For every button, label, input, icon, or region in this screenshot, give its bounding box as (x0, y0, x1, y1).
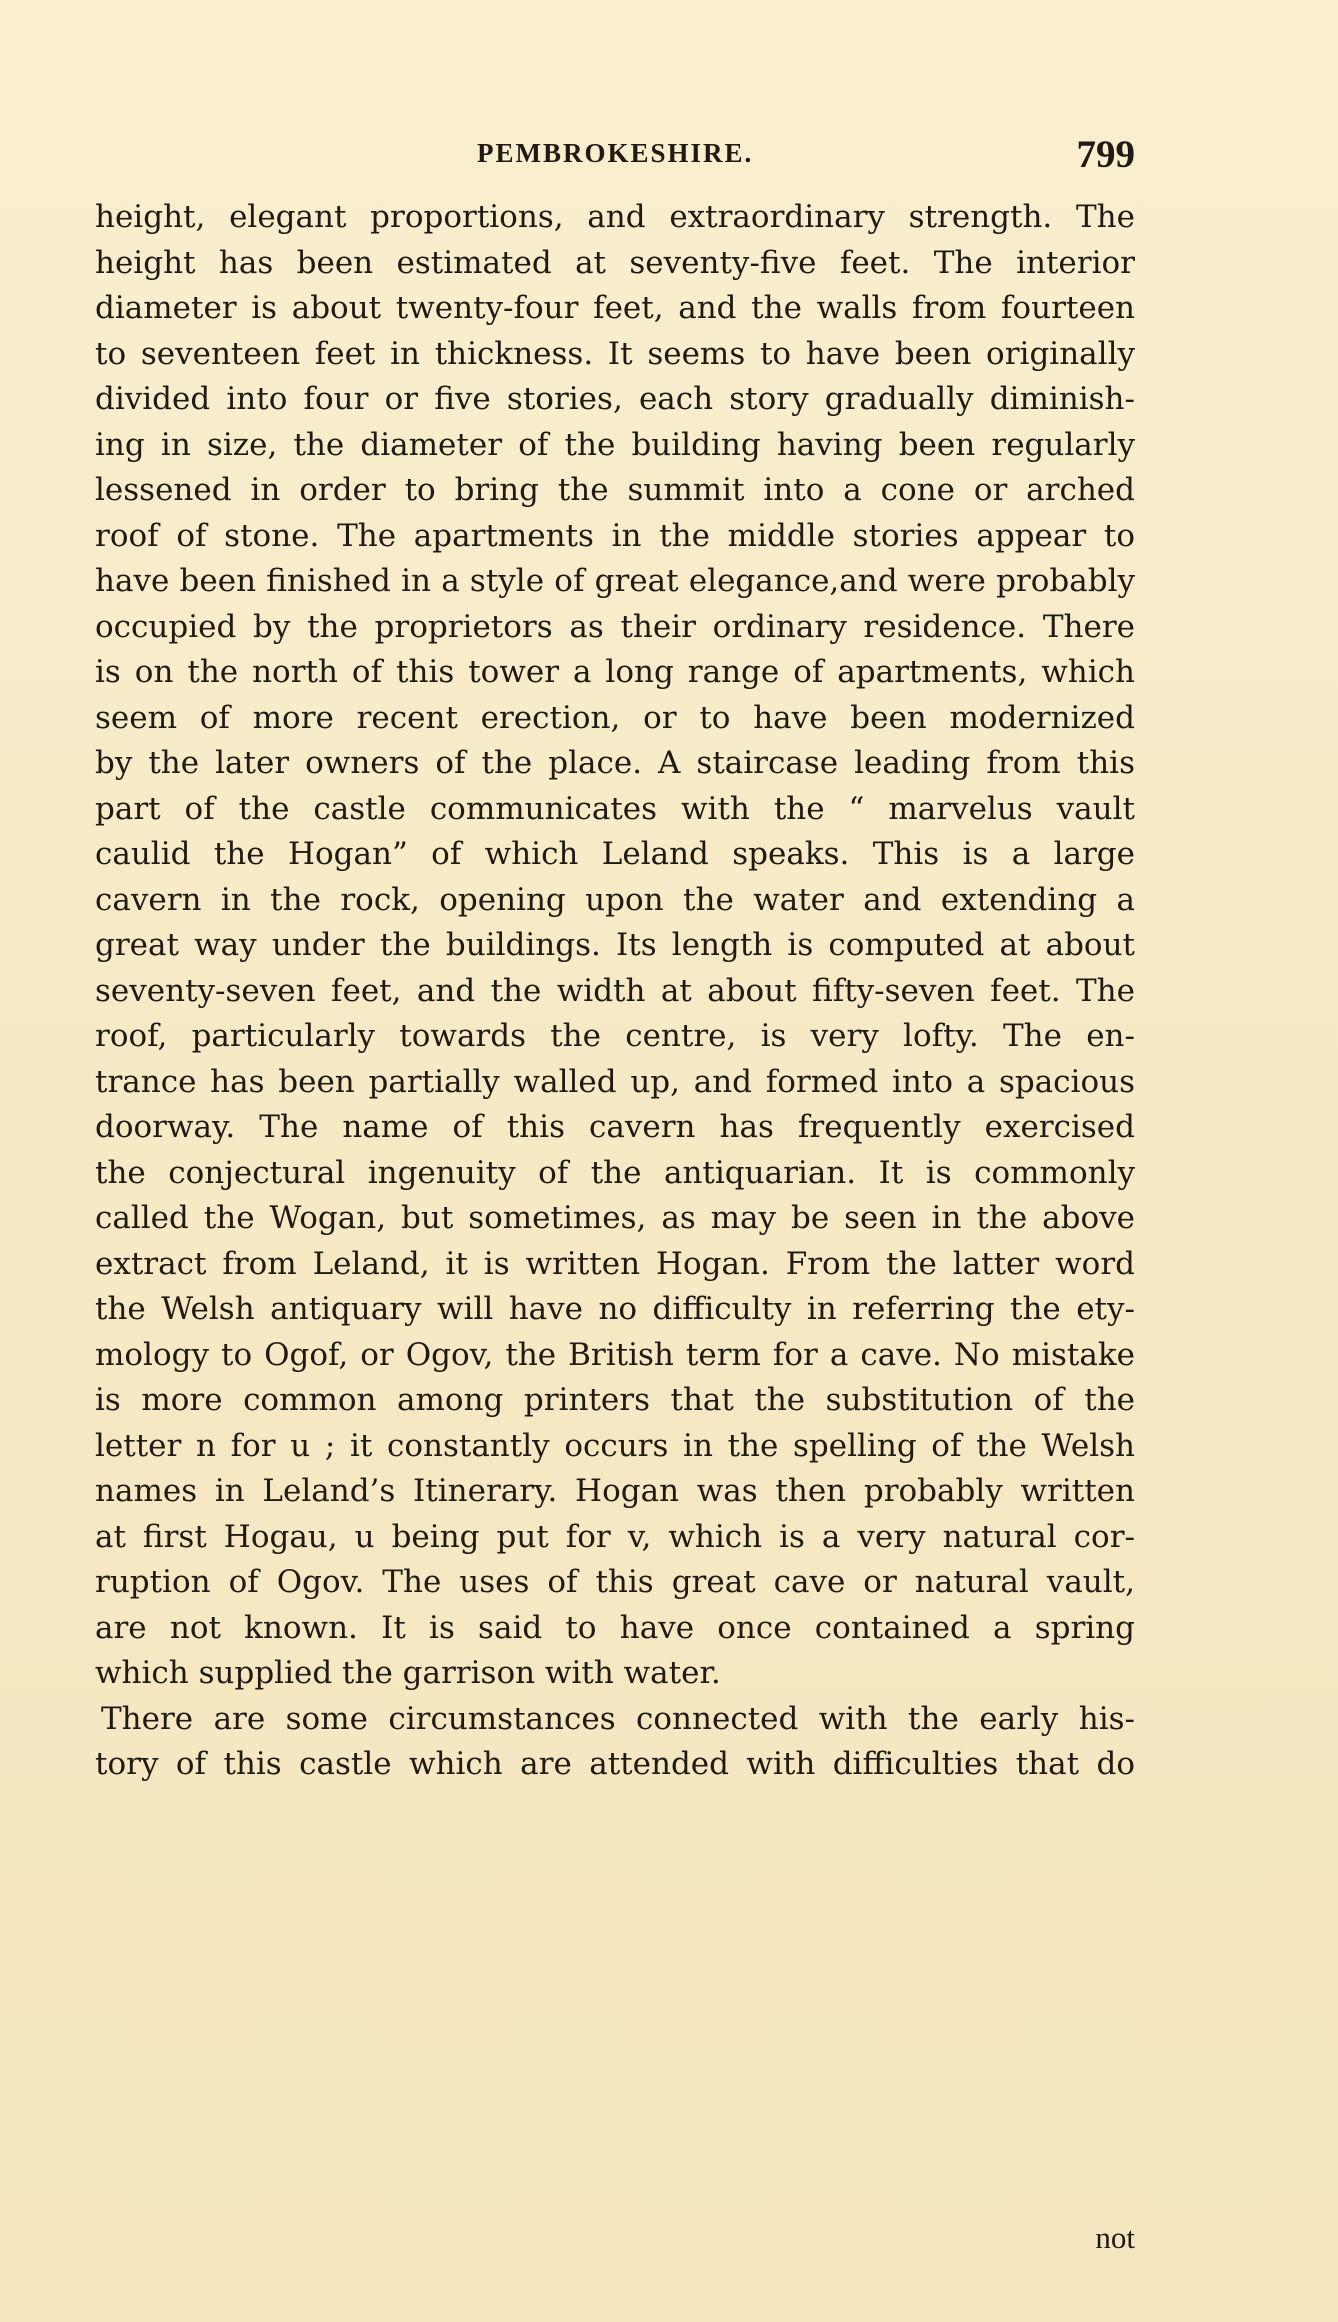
text-line: seventy-seven feet, and the width at about fifty-seven feet. The (95, 972, 1135, 1009)
text-line: which supplied the garrison with water. (95, 1655, 721, 1691)
body-text (95, 195, 1135, 1788)
text-line: tory of this castle which are attended with difficulties that do (95, 1746, 1135, 1782)
text-line: letter n for u ; it constantly occurs in the spelling of the Welsh (95, 1427, 1135, 1464)
text-line: roof, particularly towards the centre, is very lofty. The en- (95, 1018, 1135, 1054)
text-line: at first Hogau, u being put for v, which is a very natural cor- (95, 1518, 1135, 1555)
text-line: have been finished in a style of great elegance,and were probably (95, 563, 1135, 599)
text-line: to seventeen feet in thickness. It seems to have been originally (95, 335, 1135, 372)
text-line: There are some circumstances connected with the early his- (101, 1700, 1135, 1737)
text-line: diameter is about twenty-four feet, and the walls from fourteen (95, 290, 1135, 326)
text-line: height, elegant proportions, and extraordinary strength. The (95, 199, 1135, 235)
text-line: by the later owners of the place. A staircase leading from this (95, 745, 1135, 781)
text-line: part of the castle communicates with the “ marvelus vault (95, 790, 1135, 827)
text-line: doorway. The name of this cavern has frequently exercised (95, 1109, 1135, 1145)
text-line: cavern in the rock, opening upon the water and extending a (95, 881, 1135, 918)
text-line: the conjectural ingenuity of the antiquarian. It is commonly (95, 1154, 1135, 1191)
text-line: mology to Ogof, or Ogov, the British term for a cave. No mistake (95, 1336, 1135, 1373)
text-line: is on the north of this tower a long range of apartments, which (95, 654, 1135, 690)
text-line: divided into four or five stories, each story gradually diminish- (95, 381, 1135, 417)
text-line: are not known. It is said to have once contained a spring (95, 1609, 1135, 1646)
text-line: ing in size, the diameter of the building having been regularly (95, 426, 1135, 463)
text-line: called the Wogan, but sometimes, as may be seen in the above (95, 1200, 1135, 1236)
text-line: occupied by the proprietors as their ordinary residence. There (95, 608, 1135, 645)
text-line: is more common among printers that the substitution of the (95, 1382, 1135, 1418)
text-line: trance has been partially walled up, and formed into a spacious (95, 1063, 1135, 1100)
page-number: 799 (1076, 133, 1135, 176)
text-line: ruption of Ogov. The uses of this great cave or natural vault, (95, 1564, 1135, 1600)
text-line: caulid the Hogan” of which Leland speaks. This is a large (95, 836, 1135, 872)
text-line: lessened in order to bring the summit into a cone or arched (95, 472, 1135, 508)
text-line: great way under the buildings. Its length is computed at about (95, 927, 1135, 963)
catchword: not (1095, 2220, 1135, 2255)
text-line: extract from Leland, it is written Hogan. From the latter word (95, 1245, 1135, 1282)
text-line: roof of stone. The apartments in the middle stories appear to (95, 517, 1135, 554)
text-line: seem of more recent erection, or to have been modernized (95, 699, 1135, 736)
text-line: names in Leland’s Itinerary. Hogan was then probably written (95, 1473, 1135, 1509)
text-line: the Welsh antiquary will have no difficulty in referring the ety- (95, 1291, 1135, 1327)
running-title: PEMBROKESHIRE. (477, 138, 754, 168)
text-line: height has been estimated at seventy-five feet. The interior (95, 244, 1135, 281)
page-header (95, 133, 1135, 178)
